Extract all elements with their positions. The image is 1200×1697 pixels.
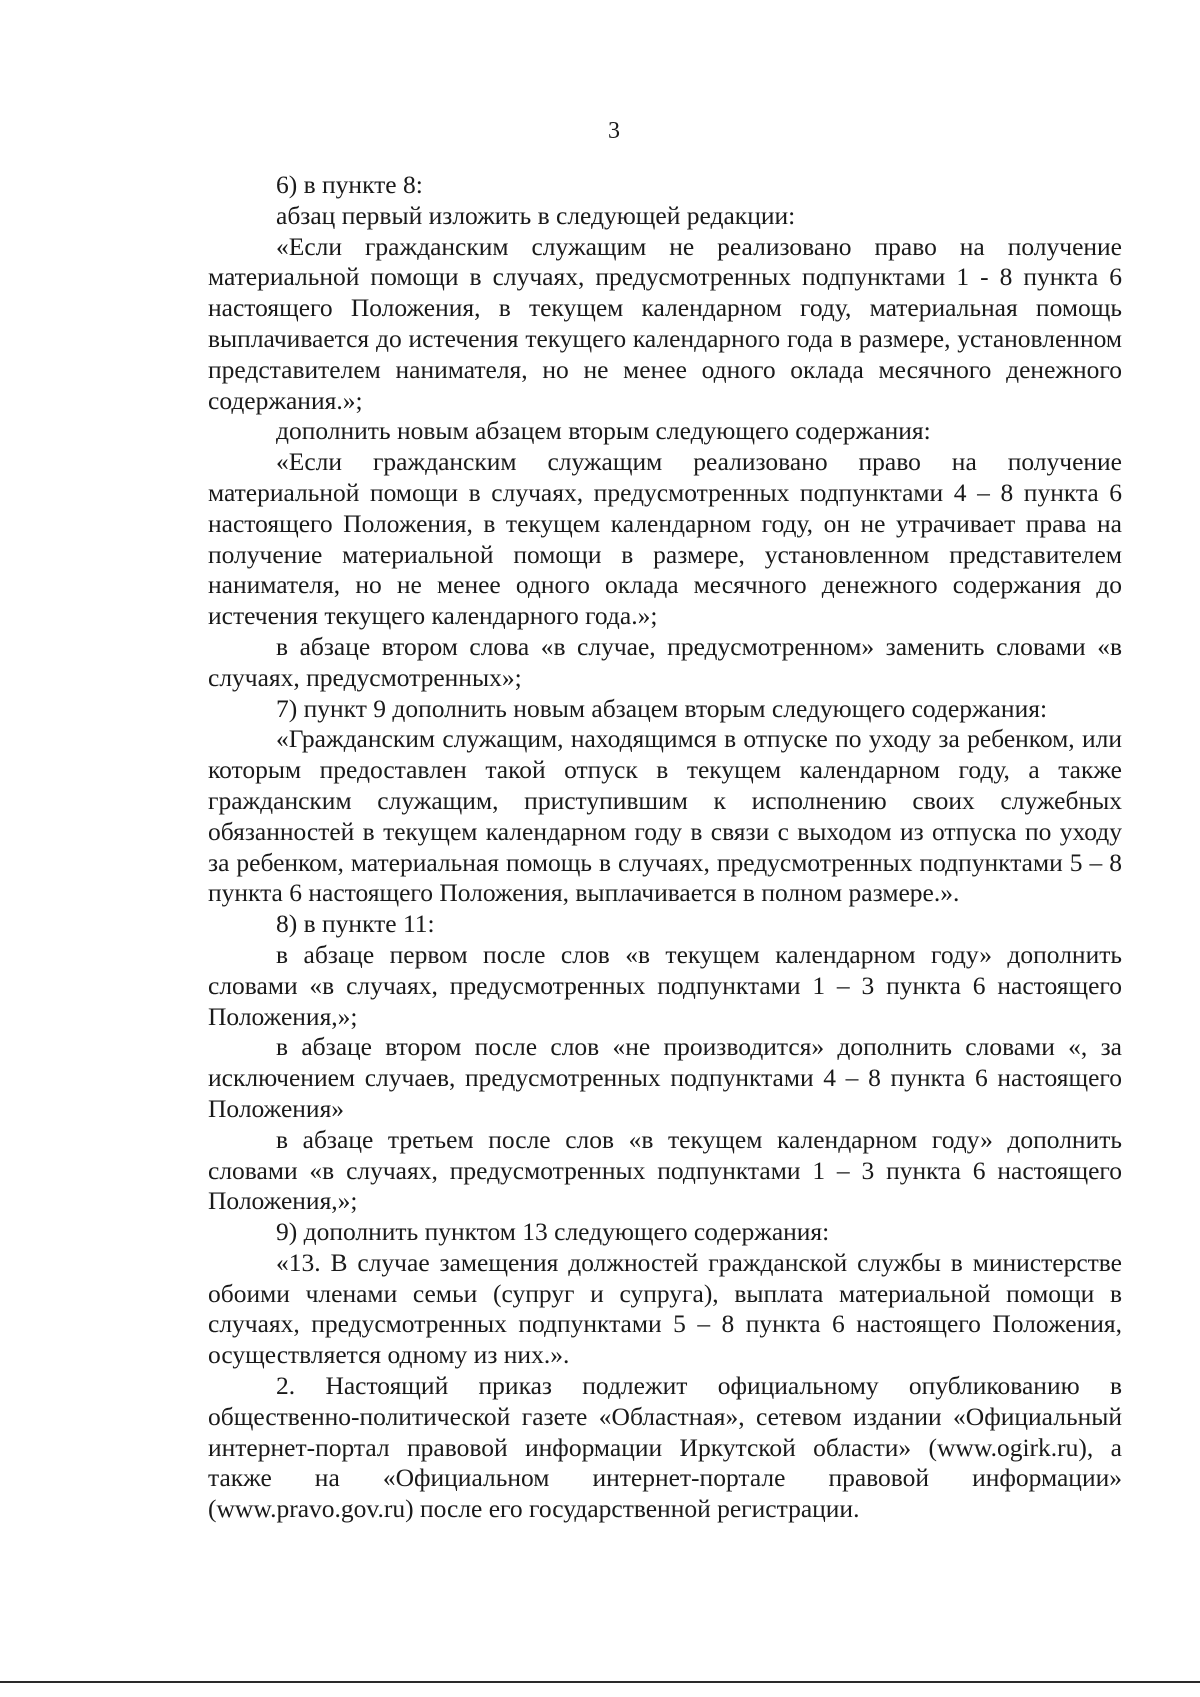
paragraph-item-9-heading: 9) дополнить пунктом 13 следующего содержания:: [276, 1217, 830, 1247]
paragraph-abzac-second-addition: в абзаце втором после слов «не производится» дополнить словами «, за исключением случаев, предусмотренных подпунктами 4 – 8 пункта 6 настоящего Положения»: [208, 1032, 1122, 1123]
paragraph-publication: 2. Настоящий приказ подлежит официальному опубликованию в общественно-политической газете «Областная», сетевом издании «Официальный интернет-портал правовой информации Иркутской области» (www.ogirk.ru), а также на «Официальном интернет-портале правовой информации» (www.pravo.gov.ru) после его государственной регистрации.: [208, 1371, 1122, 1524]
paragraph-replace-words: в абзаце втором слова «в случае, предусмотренном» заменить словами «в случаях, предусмотренных»;: [208, 631, 1122, 692]
paragraph-add-second-abzac: дополнить новым абзацем вторым следующего содержания:: [276, 416, 931, 446]
paragraph-item-6-heading: 6) в пункте 8:: [276, 170, 423, 199]
paragraph-abzac-first-addition: в абзаце первом после слов «в текущем календарном году» дополнить словами «в случаях, предусмотренных подпунктами 1 – 3 пункта 6 настоящего Положения,»;: [208, 939, 1122, 1031]
paragraph-item-7-heading: 7) пункт 9 дополнить новым абзацем вторым следующего содержания:: [276, 693, 1048, 723]
paragraph-quote-childcare: «Гражданским служащим, находящимся в отпуске по уходу за ребенком, или которым предоставлен такой отпуск в текущем календарном году, а также гражданским служащим, приступившим к исполнению своих служебных обязанностей в текущем календарном году в связи с выходом из отпуска по уходу за ребенком, материальная помощь в случаях, предусмотренных подпунктами 5 – 8 пункта 6 настоящего Положения, выплачивается в полном размере.».: [208, 724, 1122, 908]
document-body: [208, 170, 1122, 1525]
paragraph-quote-realized: «Если гражданским служащим реализовано право на получение материальной помощи в случаях, предусмотренных подпунктами 4 – 8 пункта 6 настоящего Положения, в текущем календарном году, он не утрачивает права на получение материальной помощи в размере, установленном представителем нанимателя, но не менее одного оклада месячного денежного содержания до истечения текущего календарного года.»;: [208, 447, 1122, 631]
page-number: 3: [608, 118, 620, 144]
paragraph-quote-item-13: «13. В случае замещения должностей гражданской службы в министерстве обоими членами семьи (супруг и супруга), выплата материальной помощи в случаях, предусмотренных подпунктами 5 – 8 пункта 6 настоящего Положения, осуществляется одному из них.».: [208, 1247, 1122, 1370]
paragraph-abzac-third-addition: в абзаце третьем после слов «в текущем календарном году» дополнить словами «в случаях, предусмотренных подпунктами 1 – 3 пункта 6 настоящего Положения,»;: [208, 1124, 1122, 1216]
bottom-divider: [0, 1681, 1200, 1683]
paragraph-abzac-first: абзац первый изложить в следующей редакции:: [276, 200, 796, 230]
paragraph-quote-not-realized: «Если гражданским служащим не реализовано право на получение материальной помощи в случаях, предусмотренных подпунктами 1 - 8 пункта 6 настоящего Положения, в текущем календарном году, материальная помощь выплачивается до истечения текущего календарного года в размере, установленном представителем нанимателя, но не менее одного оклада месячного денежного содержания.»;: [208, 231, 1122, 415]
paragraph-item-8-heading: 8) в пункте 11:: [276, 909, 435, 939]
